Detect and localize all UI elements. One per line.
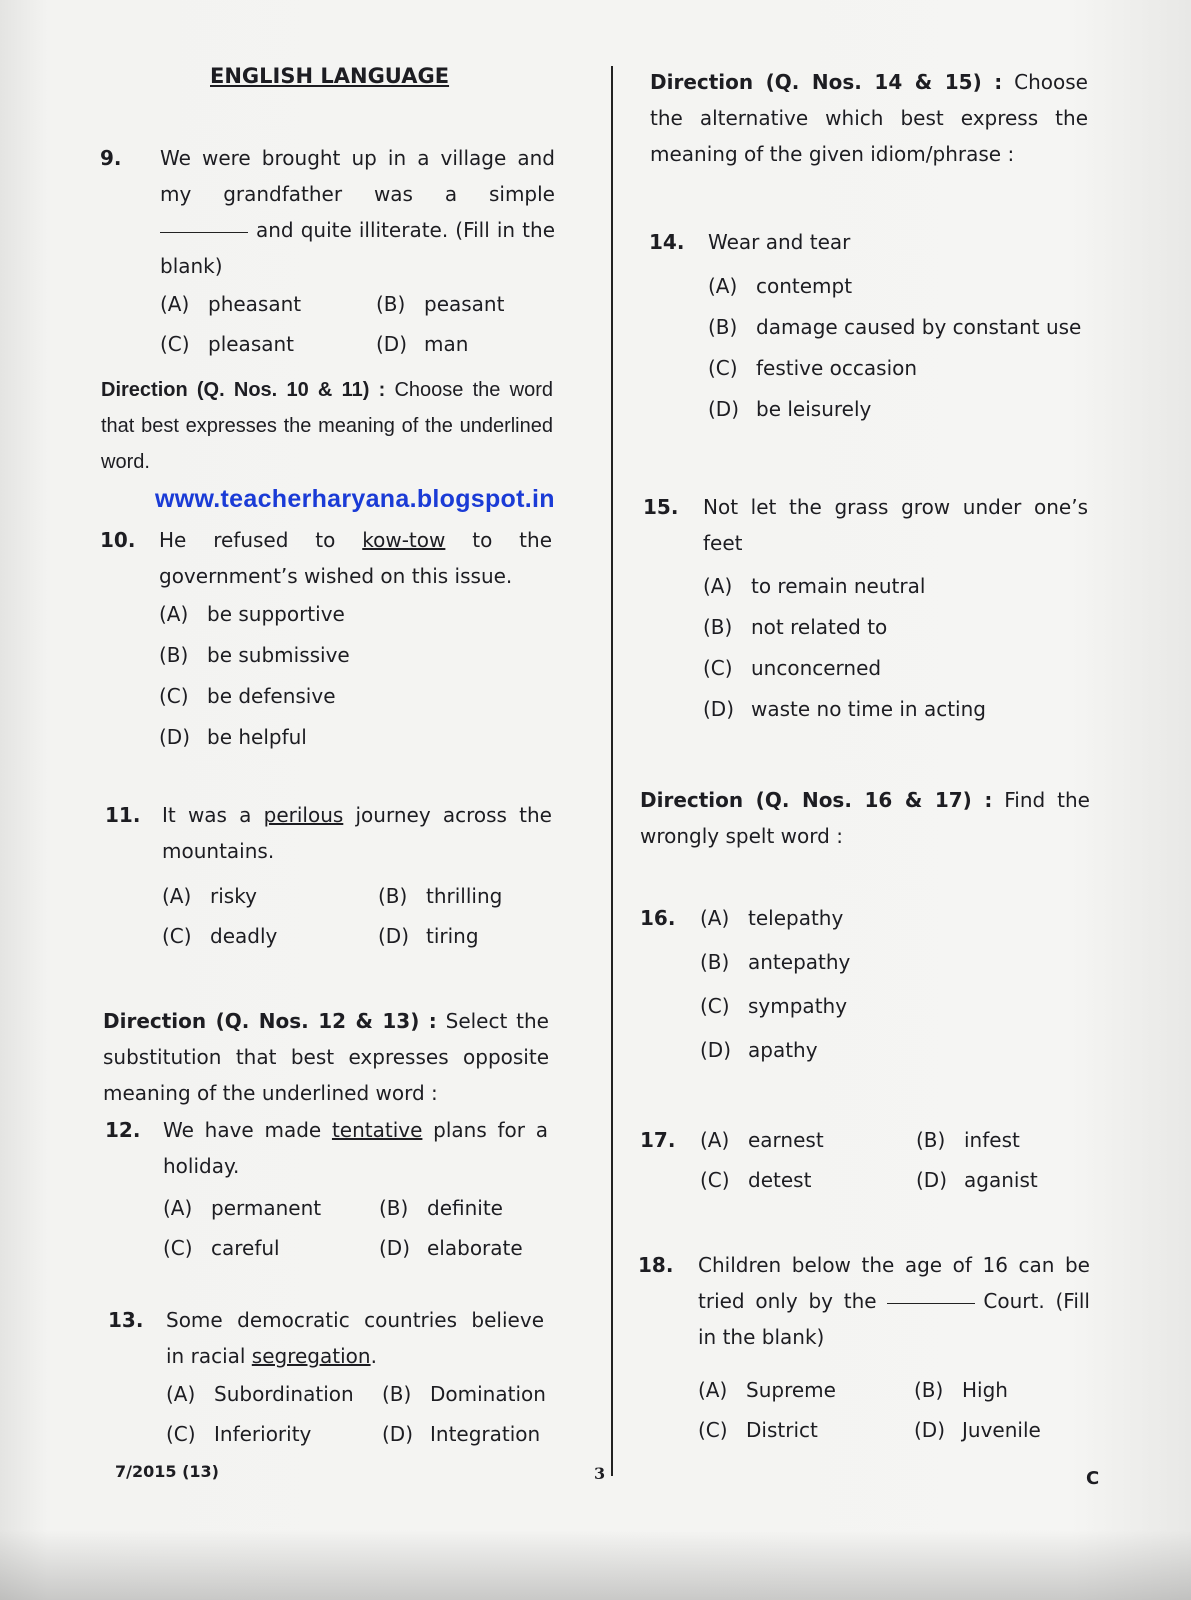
option-text: unconcerned: [751, 656, 882, 680]
option-text: definite: [427, 1196, 503, 1220]
options-list: [162, 878, 578, 954]
question-text-part: to the government’s wished on this issue.: [159, 528, 553, 588]
option-a: [160, 286, 376, 322]
option-text: contempt: [756, 274, 853, 298]
section-title: ENGLISH LANGUAGE: [210, 64, 450, 88]
fill-blank: [887, 1302, 975, 1304]
option-label: (B): [703, 615, 733, 639]
option-label: (A): [700, 906, 730, 930]
option-text: peasant: [424, 292, 505, 316]
options-list: [700, 1122, 1116, 1198]
option-label: (C): [166, 1422, 196, 1446]
option-b: [382, 1376, 582, 1412]
question-text: [163, 1112, 548, 1184]
option-label: (B): [378, 884, 408, 908]
option-text: waste no time in acting: [751, 697, 986, 721]
option-a: [159, 596, 350, 632]
option-text: careful: [211, 1236, 280, 1260]
option-label: (B): [708, 315, 738, 339]
set-letter: C: [1086, 1468, 1100, 1489]
option-label: (C): [700, 994, 730, 1018]
options-list: [698, 1372, 1114, 1448]
option-label: (A): [166, 1382, 196, 1406]
option-b: [376, 286, 576, 322]
option-b: [914, 1372, 1114, 1408]
question-text-part: It was a: [162, 803, 264, 827]
option-a: [162, 878, 378, 914]
question-text-part: We have made: [163, 1118, 332, 1142]
option-text: aganist: [964, 1168, 1038, 1192]
question-number: 11.: [105, 803, 141, 827]
option-text: not related to: [751, 615, 888, 639]
option-text: earnest: [748, 1128, 824, 1152]
option-c: [163, 1230, 379, 1266]
option-label: (D): [159, 725, 191, 749]
option-label: (D): [376, 332, 408, 356]
direction-heading: Direction (Q. Nos. 12 & 13) :: [103, 1009, 437, 1033]
option-label: (A): [700, 1128, 730, 1152]
option-text: Integration: [430, 1422, 541, 1446]
option-text: Domination: [430, 1382, 546, 1406]
option-text: infest: [964, 1128, 1020, 1152]
page-number: 3: [594, 1464, 606, 1483]
question-text: [708, 224, 1088, 260]
direction-heading: Direction (Q. Nos. 14 & 15) :: [650, 70, 1003, 94]
option-d: [914, 1412, 1114, 1448]
option-text: antepathy: [748, 950, 851, 974]
option-text: Juvenile: [962, 1418, 1041, 1442]
direction-text: Select the substitution that best expresses opposite meaning of the underlined word :: [103, 1009, 549, 1105]
option-label: (D): [378, 924, 410, 948]
option-label: (A): [708, 274, 738, 298]
option-d: [159, 719, 350, 755]
underlined-word: perilous: [263, 803, 344, 827]
watermark-url: www.teacherharyana.blogspot.in: [155, 485, 555, 513]
option-c: [159, 678, 350, 714]
option-d: [700, 1032, 850, 1068]
option-label: (D): [703, 697, 735, 721]
direction-10-11: [101, 372, 553, 480]
option-label: (B): [159, 643, 189, 667]
option-label: (B): [916, 1128, 946, 1152]
direction-heading: Direction (Q. Nos. 16 & 17) :: [640, 788, 993, 812]
option-label: (B): [914, 1378, 944, 1402]
option-c: [708, 350, 1081, 386]
question-text-part: journey across the mountains.: [162, 803, 552, 863]
option-d: [708, 391, 1081, 427]
option-text: damage caused by constant use: [756, 315, 1082, 339]
option-text: be leisurely: [756, 397, 872, 421]
question-number: 15.: [643, 495, 679, 519]
option-a: [700, 1122, 916, 1158]
direction-heading: Direction (Q. Nos. 10 & 11) :: [101, 379, 386, 401]
scan-shadow: [0, 1530, 1191, 1600]
option-b: [159, 637, 350, 673]
option-text: pheasant: [208, 292, 302, 316]
option-label: (B): [376, 292, 406, 316]
question-text-part: plans for a holiday.: [163, 1118, 549, 1178]
option-label: (C): [160, 332, 190, 356]
option-label: (A): [162, 884, 192, 908]
option-c: [700, 1162, 916, 1198]
option-text: to remain neutral: [751, 574, 926, 598]
option-text: apathy: [748, 1038, 818, 1062]
question-number: 14.: [649, 230, 685, 254]
option-label: (C): [159, 684, 189, 708]
option-d: [382, 1416, 582, 1452]
option-text: sympathy: [748, 994, 848, 1018]
option-a: [703, 568, 986, 604]
option-c: [166, 1416, 382, 1452]
question-text-part: He refused to: [159, 528, 363, 552]
question-number: 17.: [640, 1128, 676, 1152]
question-number: 18.: [638, 1253, 674, 1277]
option-text: District: [746, 1418, 818, 1442]
direction-text: Find the wrongly spelt word :: [640, 788, 1090, 848]
question-text: [166, 1302, 544, 1374]
option-text: be defensive: [207, 684, 336, 708]
option-label: (C): [698, 1418, 728, 1442]
option-text: be helpful: [207, 725, 307, 749]
option-c: [698, 1412, 914, 1448]
options-list: [163, 1190, 579, 1266]
underlined-word: segregation: [251, 1344, 371, 1368]
option-b: [700, 944, 850, 980]
option-a: [698, 1372, 914, 1408]
option-d: [916, 1162, 1116, 1198]
option-a: [163, 1190, 379, 1226]
option-b: [379, 1190, 579, 1226]
question-text-part: and quite illiterate. (Fill in the blank): [160, 218, 555, 278]
question-number: 9.: [100, 146, 122, 170]
option-c: [700, 988, 850, 1024]
option-label: (A): [698, 1378, 728, 1402]
option-text: thrilling: [426, 884, 503, 908]
option-b: [378, 878, 578, 914]
option-b: [703, 609, 986, 645]
option-label: (B): [379, 1196, 409, 1220]
direction-text: Choose the alternative which best express the meaning of the given idiom/phrase :: [650, 70, 1088, 166]
option-text: man: [424, 332, 469, 356]
direction-16-17: [640, 782, 1090, 854]
question-text-part: Court. (Fill in the blank): [698, 1289, 1090, 1349]
option-text: Subordination: [214, 1382, 354, 1406]
option-label: (A): [160, 292, 190, 316]
question-number: 10.: [100, 528, 136, 552]
option-text: festive occasion: [756, 356, 918, 380]
option-label: (C): [700, 1168, 730, 1192]
question-text: [162, 797, 552, 869]
question-number: 16.: [640, 906, 676, 930]
option-c: [162, 918, 378, 954]
option-a: [166, 1376, 382, 1412]
column-divider: [611, 66, 613, 1476]
options-list: [703, 568, 986, 727]
option-d: [703, 691, 986, 727]
option-text: Supreme: [746, 1378, 836, 1402]
option-text: detest: [748, 1168, 812, 1192]
question-text: [160, 140, 555, 284]
question-text-part: Wear and tear: [708, 230, 851, 254]
options-list: [159, 596, 350, 755]
option-text: Inferiority: [214, 1422, 312, 1446]
question-text-part: Children below the age of 16 can be tried only by the: [698, 1253, 1090, 1313]
option-c: [703, 650, 986, 686]
options-list: [700, 900, 850, 1068]
question-number: 12.: [105, 1118, 141, 1142]
paper-code: 7/2015 (13): [115, 1462, 219, 1481]
options-list: [160, 286, 576, 362]
option-label: (A): [159, 602, 189, 626]
option-label: (B): [382, 1382, 412, 1406]
option-label: (B): [700, 950, 730, 974]
option-label: (D): [700, 1038, 732, 1062]
option-label: (C): [708, 356, 738, 380]
direction-14-15: [650, 64, 1088, 172]
option-label: (C): [163, 1236, 193, 1260]
option-label: (D): [708, 397, 740, 421]
option-text: telepathy: [748, 906, 844, 930]
option-text: permanent: [211, 1196, 322, 1220]
question-text: [698, 1247, 1090, 1355]
question-text: [703, 489, 1088, 561]
fill-blank: [160, 231, 248, 233]
option-b: [916, 1122, 1116, 1158]
option-label: (A): [703, 574, 733, 598]
option-label: (D): [914, 1418, 946, 1442]
option-text: elaborate: [427, 1236, 523, 1260]
option-label: (D): [916, 1168, 948, 1192]
option-text: High: [962, 1378, 1008, 1402]
option-d: [378, 918, 578, 954]
option-c: [160, 326, 376, 362]
direction-text: Choose the word that best expresses the meaning of the underlined word.: [101, 379, 553, 473]
direction-12-13: [103, 1003, 549, 1111]
question-text-part: .: [370, 1344, 377, 1368]
question-text-part: Some democratic countries believe in racial: [166, 1308, 544, 1368]
option-d: [376, 326, 576, 362]
options-list: [166, 1376, 582, 1452]
option-text: risky: [210, 884, 257, 908]
question-number: 13.: [108, 1308, 144, 1332]
option-a: [708, 268, 1081, 304]
question-text-part: We were brought up in a village and my grandfather was a simple: [160, 146, 555, 206]
option-label: (D): [379, 1236, 411, 1260]
underlined-word: kow-tow: [362, 528, 446, 552]
question-text-part: Not let the grass grow under one’s feet: [703, 495, 1088, 555]
option-text: tiring: [426, 924, 479, 948]
option-a: [700, 900, 850, 936]
option-label: (A): [163, 1196, 193, 1220]
option-label: (C): [162, 924, 192, 948]
option-text: deadly: [210, 924, 278, 948]
option-text: be submissive: [207, 643, 350, 667]
option-label: (D): [382, 1422, 414, 1446]
underlined-word: tentative: [331, 1118, 423, 1142]
option-text: pleasant: [208, 332, 295, 356]
options-list: [708, 268, 1081, 427]
option-b: [708, 309, 1081, 345]
option-text: be supportive: [207, 602, 345, 626]
question-text: [159, 522, 552, 594]
option-label: (C): [703, 656, 733, 680]
option-d: [379, 1230, 579, 1266]
